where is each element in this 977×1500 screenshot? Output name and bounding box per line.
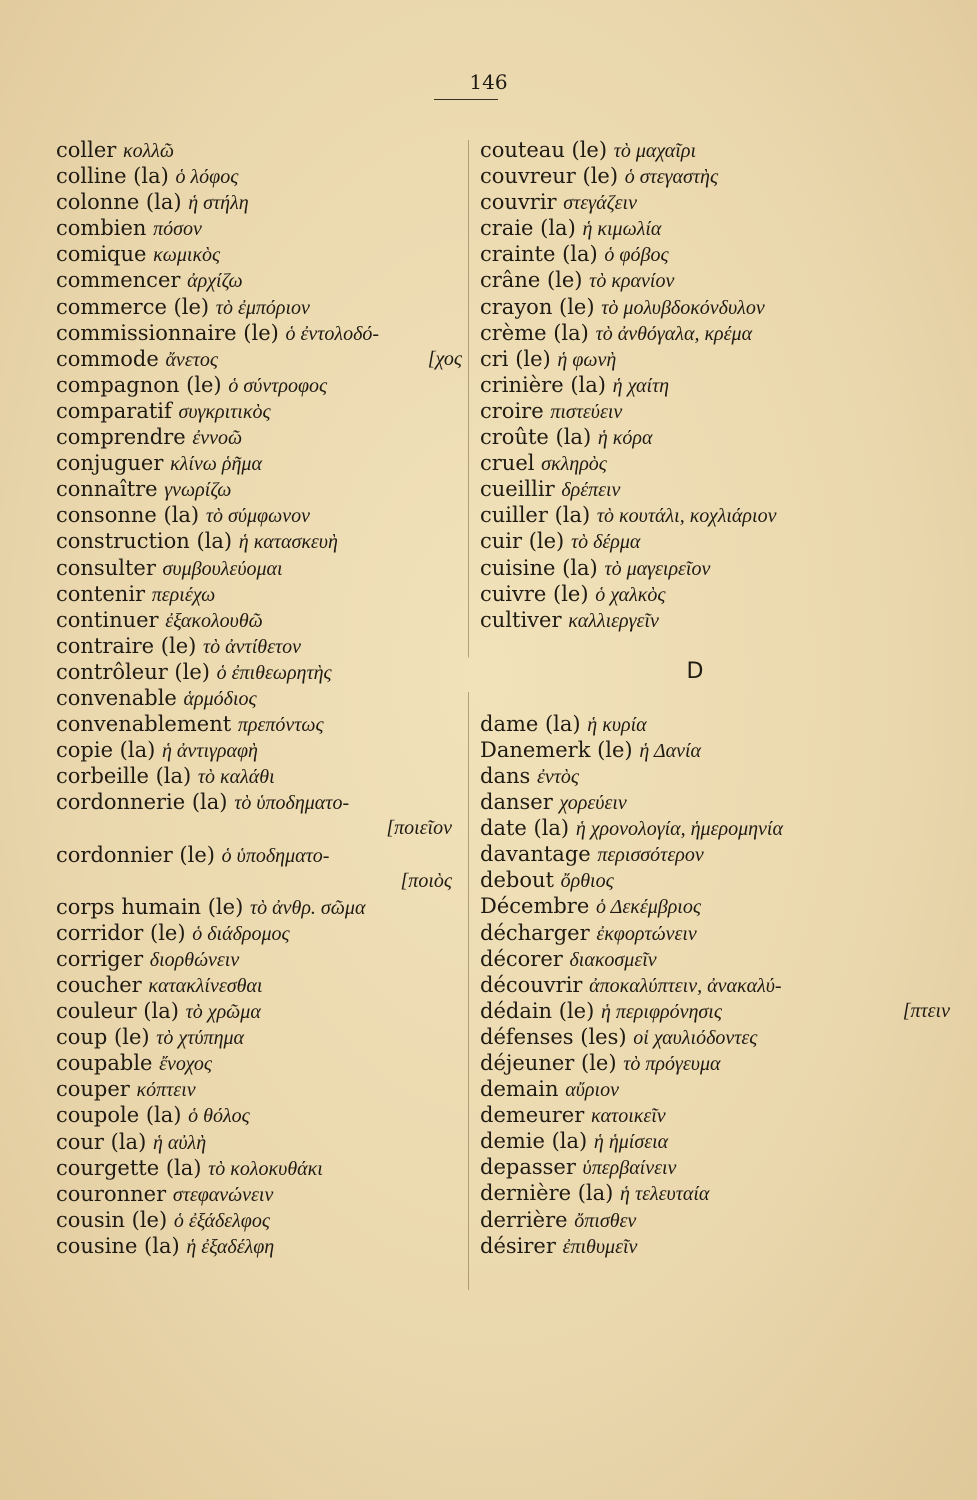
greek-translation: ἡ φωνὴ [557,348,617,371]
dictionary-entry [56,1181,476,1207]
left-column [56,137,476,1259]
headword: coupole (la) [56,1103,182,1128]
headword: corridor (le) [56,920,186,945]
greek-translation: ὁ φόβος [604,244,669,267]
dictionary-entry [480,1076,950,1102]
greek-translation: τὸ κουτάλι, κοχλιάριον [596,505,777,528]
greek-translation: διακοσμεῖν [569,948,657,971]
headword: désirer [480,1233,556,1258]
dictionary-entry [480,763,950,789]
greek-translation: ἀρχίζω [187,270,243,293]
dictionary-entry [480,841,950,867]
headword: cuir (le) [480,529,565,554]
headword: craie (la) [480,216,576,241]
headword: corps humain (le) [56,894,244,919]
headword: cousine (la) [56,1233,180,1258]
dictionary-entry [56,267,476,293]
greek-translation: ὁ χαλκὸς [595,583,666,606]
dictionary-entry [480,1128,950,1154]
greek-translation: τὸ ἀνθρ. σῶμα [249,896,366,919]
greek-translation: ἡ κατασκευὴ [238,531,338,554]
greek-translation: ἔνοχος [159,1053,213,1076]
dictionary-entry [56,685,476,711]
dictionary-entry [480,920,950,946]
headword: couvrir [480,190,557,215]
hyphen-continuation: [χος [427,347,462,370]
greek-translation: συγκριτικὸς [178,400,271,423]
greek-translation: στεγάζειν [563,192,637,215]
greek-translation: ὁ ὑποδηματο- [221,844,330,867]
dictionary-entry [480,893,950,919]
headword: couvreur (le) [480,164,619,189]
dictionary-entry [480,1207,950,1233]
greek-translation: ἡ τελευταία [620,1183,710,1206]
greek-translation: δρέπειν [561,479,621,502]
dictionary-entry [56,189,476,215]
headword: décharger [480,920,590,945]
greek-translation: ὁ στεγαστὴς [624,166,719,189]
dictionary-entry [56,581,476,607]
dictionary-entry [480,789,950,815]
headword: commencer [56,268,181,293]
greek-translation: ὁ σύντροφος [228,374,328,397]
greek-translation: τὸ πρόγευμα [623,1053,721,1075]
greek-translation: πόσον [153,218,202,241]
headword: danser [480,790,553,815]
dictionary-entry [56,1207,476,1233]
headword: crayon (le) [480,294,595,319]
headword: demeurer [480,1103,585,1128]
dictionary-entry [56,1129,476,1155]
greek-translation: ἡ κόρα [597,427,653,450]
headword: cuisine (la) [480,555,598,580]
headword: coupable [56,1051,153,1076]
greek-translation: ἀποκαλύπτειν, ἀνακαλύ- [589,974,782,997]
greek-translation: ἐννοῶ [192,427,243,450]
greek-translation: ὁ λόφος [175,166,239,189]
greek-translation: ὑπερβαίνειν [582,1157,677,1180]
dictionary-entry [480,1233,950,1259]
greek-translation: χορεύειν [559,792,627,815]
dictionary-entry [480,137,950,163]
greek-translation: ἡ ἡμίσεια [593,1131,669,1154]
dictionary-entry [56,737,476,763]
entry-continuation: [ποιεῖον [386,817,452,840]
greek-translation: διορθώνειν [149,948,240,971]
dictionary-entry [56,711,476,737]
headword: croire [480,398,544,423]
greek-translation: ἡ ἀντιγραφὴ [161,740,258,763]
dictionary-entry [480,581,950,607]
headword: dame (la) [480,711,581,736]
headword: comprendre [56,425,186,450]
headword: cordonnerie (la) [56,790,228,815]
greek-translation: τὸ ἀντίθετον [203,635,302,658]
dictionary-entry [480,1050,950,1076]
greek-translation: ἡ στήλη [188,192,249,215]
greek-translation: ἡ χρονολογία, ἡμερομηνία [575,818,783,841]
dictionary-entry [480,1154,950,1180]
greek-translation: τὸ μαχαῖρι [613,140,697,162]
dictionary-entry [56,894,476,920]
headword: cruel [480,451,535,476]
greek-translation: τὸ μαγειρεῖον [604,557,711,580]
headword: corbeille (la) [56,764,192,789]
greek-translation: ἁρμόδιος [183,687,257,710]
greek-translation: τὸ μολυβδοκόνδυλον [601,296,765,319]
headword: commode [56,346,159,371]
headword: colline (la) [56,164,169,189]
headword: décorer [480,946,563,971]
greek-translation: κωμικὸς [153,244,221,267]
greek-translation: ἡ κυρία [587,713,647,736]
dictionary-entry [56,633,476,659]
dictionary-entry [480,607,950,633]
headword: croûte (la) [480,425,592,450]
greek-translation: ὄρθιος [560,870,614,893]
headword: défenses (les) [480,1024,627,1049]
dictionary-entry [56,998,476,1024]
greek-translation: στεφανώνειν [172,1183,274,1206]
greek-translation: περισσότερον [597,844,704,867]
greek-translation: ἡ χαίτη [612,374,670,397]
headword: convenable [56,685,177,710]
headword: combien [56,216,147,241]
greek-translation: ἡ ἐξαδέλφη [186,1235,275,1258]
greek-translation: γνωρίζω [164,479,232,502]
greek-translation: τὸ κρανίον [589,270,675,293]
headword: crainte (la) [480,242,598,267]
greek-translation: κατακλίνεσθαι [148,975,263,997]
right-column-d-entries [480,711,950,1259]
entry-continuation: [ποιὸς [400,869,452,892]
dictionary-entry [56,972,476,998]
page-number: 146 [469,70,508,94]
dictionary-entry [56,502,476,528]
headword: coup (le) [56,1025,150,1050]
greek-translation: τὸ ἀνθόγαλα, κρέμα [595,322,753,345]
headword: compagnon (le) [56,372,222,397]
greek-translation: πιστεύειν [550,400,623,423]
dictionary-entry [56,215,476,241]
greek-translation: περιέχω [151,583,216,606]
greek-translation: ἡ κιμωλία [582,218,662,241]
dictionary-entry [56,1050,476,1076]
headword: connaître [56,477,158,502]
dictionary-entry [480,267,950,293]
right-column [480,137,950,1259]
greek-translation: καλλιεργεῖν [568,609,659,632]
greek-translation: ἐξακολουθῶ [165,609,263,632]
headword: derrière [480,1207,568,1232]
greek-translation: ὁ Δεκέμβριος [595,896,701,919]
greek-translation: κλίνω ῥῆμα [170,453,262,476]
dictionary-entry [56,1076,476,1102]
headword: copie (la) [56,738,156,763]
greek-translation: ὁ ἐντολοδό- [285,322,380,345]
headword: crinière (la) [480,372,606,397]
headword: conjuguer [56,451,164,476]
headword: courgette (la) [56,1155,202,1180]
greek-translation: τὸ κολοκυθάκι [208,1157,323,1180]
greek-translation: τὸ δέρμα [570,531,641,554]
dictionary-entry [480,867,950,893]
headword: cordonnier (le) [56,842,215,867]
greek-translation: ἡ αὐλὴ [152,1131,207,1154]
dictionary-entry [480,502,950,528]
headword: cuivre (le) [480,581,589,606]
headword: coucher [56,973,142,997]
greek-translation: ὁ διάδρομος [192,922,290,945]
greek-translation: ἡ Δανία [639,739,702,762]
headword: demain [480,1077,559,1102]
dictionary-entry [480,737,950,763]
headword: contraire (le) [56,633,197,658]
dictionary-entry [480,424,950,450]
section-letter-d: D [686,658,704,684]
headword: debout [480,868,554,893]
headword: couteau (le) [480,138,608,162]
greek-translation: αὔριον [565,1079,619,1102]
hyphen-continuation: [πτειν [902,999,950,1022]
dictionary-entry [480,998,950,1024]
greek-translation: τὸ χτύπημα [156,1027,245,1050]
headword: colonne (la) [56,190,182,215]
dictionary-entry [56,1024,476,1050]
greek-translation: κόπτειν [136,1079,196,1102]
dictionary-entry [56,241,476,267]
greek-translation: ἐντὸς [536,765,579,788]
headword: crâne (le) [480,268,583,293]
dictionary-entry [480,1024,950,1050]
headword: couper [56,1077,130,1102]
headword: découvrir [480,972,583,997]
dictionary-entry [56,607,476,633]
dictionary-entry [56,346,476,372]
dictionary-entry [480,815,950,841]
dictionary-entry [480,1102,950,1128]
headword: comique [56,242,147,267]
headword: crème (la) [480,320,589,345]
headword: demie (la) [480,1129,588,1154]
dictionary-entry [56,476,476,502]
dictionary-entry [480,189,950,215]
headword: contrôleur (le) [56,659,210,684]
headword: cueillir [480,477,555,502]
dictionary-entry [56,1102,476,1128]
greek-translation: κολλῶ [123,140,175,162]
headword: date (la) [480,816,570,841]
headword: consonne (la) [56,503,200,528]
dictionary-entry [56,946,476,972]
greek-translation: ὁ θόλος [188,1105,250,1128]
dictionary-entry [480,972,950,998]
headword: continuer [56,607,159,632]
greek-translation: ἡ περιφρόνησις [600,1000,722,1023]
dictionary-entry [480,372,950,398]
dictionary-entry [56,763,476,789]
dictionary-entry [56,920,476,946]
dictionary-entry [56,372,476,398]
headword: contenir [56,581,146,606]
dictionary-entry [56,424,476,450]
dictionary-entry [480,163,950,189]
dictionary-entry [480,711,950,737]
greek-translation: τὸ ἐμπόριον [215,296,310,319]
greek-translation: ἐκφορτώνειν [596,922,697,945]
dictionary-entry [56,398,476,424]
headword: construction (la) [56,529,233,554]
greek-translation: τὸ χρῶμα [185,1001,261,1024]
dictionary-entry [56,555,476,581]
page-number-rule [434,99,498,100]
headword: déjeuner (le) [480,1051,617,1075]
headword: corriger [56,946,144,971]
dictionary-entry [56,320,476,346]
headword: commissionnaire (le) [56,320,279,345]
headword: coller [56,138,117,162]
headword: couronner [56,1181,167,1206]
dictionary-entry [480,215,950,241]
greek-translation: ὁ ἐξάδελφος [173,1209,270,1232]
dictionary-entry [56,1155,476,1181]
dictionary-entry [480,946,950,972]
dictionary-entry [56,1233,476,1259]
dictionary-entry [56,137,476,163]
greek-translation: τὸ καλάθι [197,766,275,789]
headword: Décembre [480,894,590,919]
greek-translation: τὸ ὑποδηματο- [234,792,350,815]
right-column-c-entries [480,137,950,633]
headword: Danemerk (le) [480,737,633,762]
dictionary-entry [480,398,950,424]
headword: cultiver [480,607,562,632]
greek-translation: οἱ χαυλιόδοντες [633,1026,758,1049]
dictionary-entry [480,1180,950,1206]
dictionary-entry [480,294,950,320]
greek-translation: τὸ σύμφωνον [205,505,310,528]
headword: convenablement [56,712,232,737]
headword: davantage [480,842,591,867]
greek-translation: συμβουλεύομαι [162,557,283,580]
dictionary-entry [56,789,476,815]
greek-translation: ἄνετος [165,348,218,371]
dictionary-entry [56,528,476,554]
greek-translation: πρεπόντως [237,714,324,737]
dictionary-entry [480,450,950,476]
dictionary-entry [56,294,476,320]
headword: cousin (le) [56,1207,168,1232]
dictionary-entry [56,450,476,476]
headword: cuiller (la) [480,503,591,528]
dictionary-entry [56,842,476,868]
dictionary-entry [480,555,950,581]
headword: depasser [480,1155,576,1180]
headword: commerce (le) [56,294,210,319]
headword: couleur (la) [56,999,179,1024]
dictionary-entry [56,163,476,189]
dictionary-entry [480,476,950,502]
headword: comparatif [56,398,172,423]
greek-translation: ὁ ἐπιθεωρητὴς [216,661,332,684]
greek-translation: κατοικεῖν [590,1105,666,1128]
dictionary-entry [480,346,950,372]
dictionary-entry [480,241,950,267]
dictionary-entry [56,659,476,685]
headword: consulter [56,555,156,580]
headword: cri (le) [480,346,551,371]
greek-translation: ὄπισθεν [574,1209,637,1232]
headword: dédain (le) [480,998,595,1023]
greek-translation: ἐπιθυμεῖν [562,1235,638,1258]
dictionary-entry [480,528,950,554]
dictionary-entry [480,320,950,346]
greek-translation: σκληρὸς [541,453,607,476]
headword: dernière (la) [480,1181,614,1206]
headword: cour (la) [56,1129,147,1154]
headword: dans [480,763,531,788]
